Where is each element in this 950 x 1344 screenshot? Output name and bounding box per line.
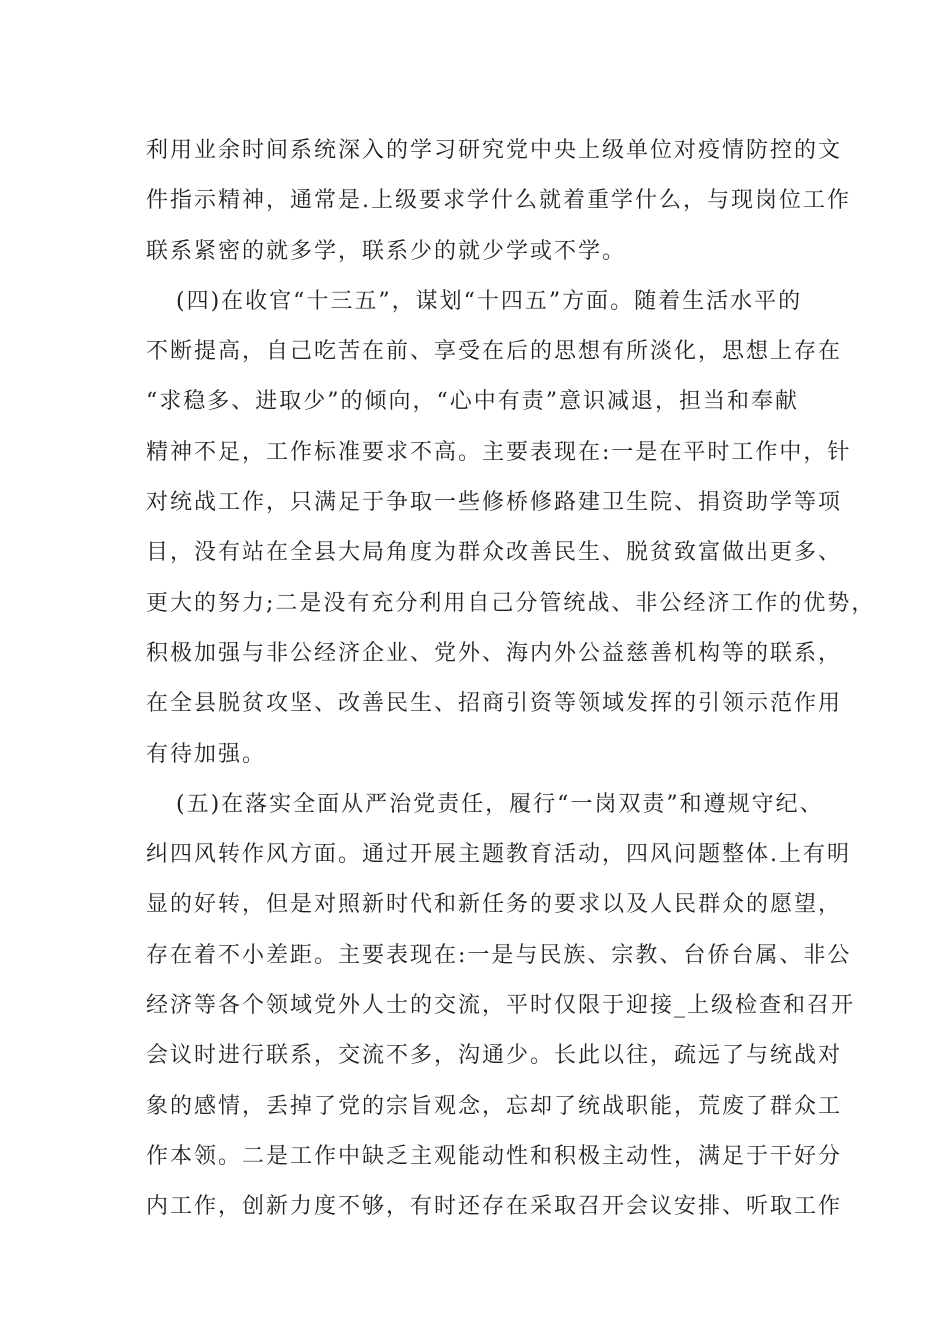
text-line: 显的好转，但是对照新时代和新任务的要求以及人民群众的愿望， — [146, 892, 843, 918]
text-line: 存在着不小差距。主要表现在:一是与民族、宗教、台侨台属、非公 — [146, 942, 852, 968]
text-line: 纠四风转作风方面。通过开展主题教育活动，四风问题整体.上有明 — [146, 842, 851, 868]
text-line: 联系紧密的就多学，联系少的就少学或不学。 — [146, 238, 627, 264]
section-four-heading-line: (四)在收官“十三五”，谋划“十四五”方面。随着生活水平的 — [176, 288, 803, 314]
text-line: 经济等各个领域党外人士的交流，平时仅限于迎接_上级检查和召开 — [146, 993, 856, 1019]
text-line: 在全县脱贫攻坚、改善民生、招商引资等领域发挥的引领示范作用 — [146, 691, 843, 717]
text-line: 象的感情，丢掉了党的宗旨观念，忘却了统战职能，荒废了群众工 — [146, 1093, 843, 1119]
section-five-heading-line: (五)在落实全面从严治党责任，履行“一岗双责”和遵规守纪、 — [176, 791, 824, 817]
document-body — [146, 126, 876, 1233]
text-line: “求稳多、进取少”的倾向，“心中有责”意识减退，担当和奉献 — [146, 389, 799, 415]
text-line: 会议时进行联系，交流不多，沟通少。长此以往，疏远了与统战对 — [146, 1043, 843, 1069]
text-line: 作本领。二是工作中缺乏主观能动性和积极主动性，满足于干好分 — [146, 1143, 843, 1169]
text-line: 有待加强。 — [146, 741, 267, 767]
text-line: 对统战工作，只满足于争取一些修桥修路建卫生院、捐资助学等项 — [146, 490, 843, 516]
text-line: 目，没有站在全县大局角度为群众改善民生、脱贫致富做出更多、 — [146, 540, 843, 566]
text-line: 积极加强与非公经济企业、党外、海内外公益慈善机构等的联系， — [146, 640, 843, 666]
text-line: 精神不足，工作标准要求不高。主要表现在:一是在平时工作中，针 — [146, 439, 852, 465]
text-line: 内工作，创新力度不够，有时还存在采取召开会议安排、听取工作 — [146, 1194, 843, 1220]
text-line: 不断提高，自己吃苦在前、享受在后的思想有所淡化，思想上存在 — [146, 339, 843, 365]
text-line: 更大的努力;二是没有充分利用自己分管统战、非公经济工作的优势， — [146, 590, 876, 616]
text-line: 件指示精神，通常是.上级要求学什么就着重学什么，与现岗位工作 — [146, 188, 851, 214]
text-line: 利用业余时间系统深入的学习研究党中央上级单位对疫情防控的文 — [146, 138, 843, 163]
